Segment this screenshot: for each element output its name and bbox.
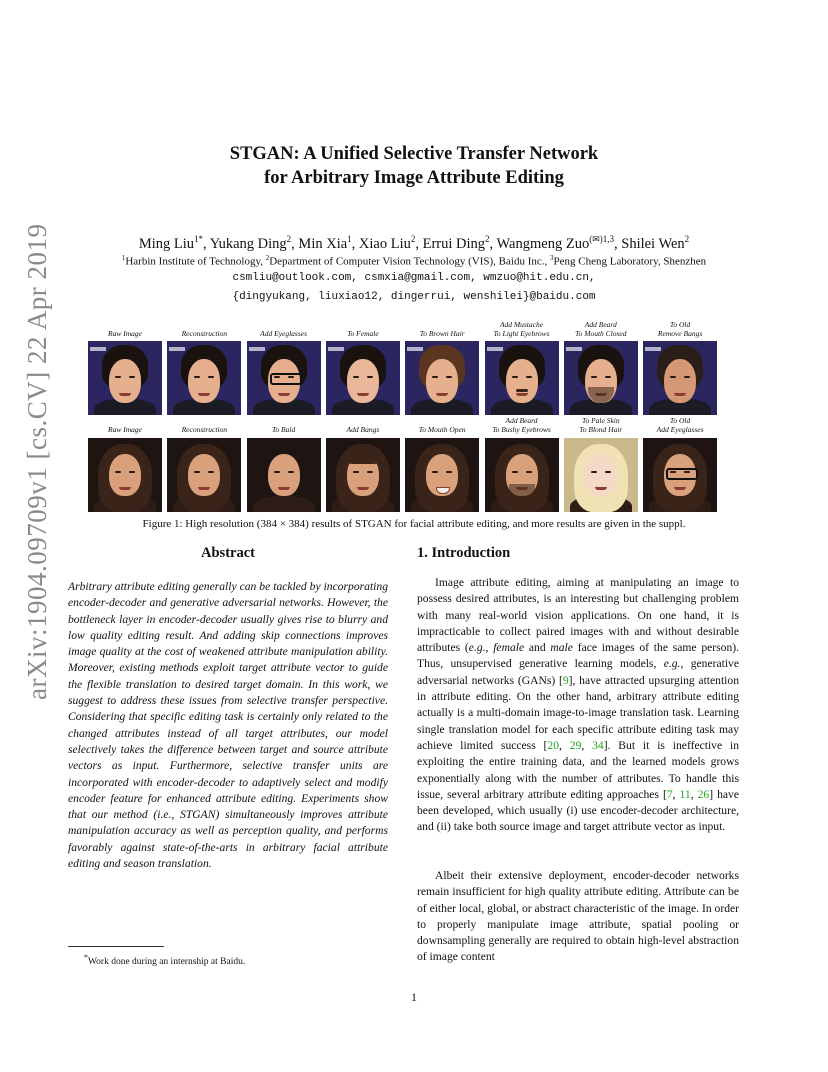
attribute-caption-line: To Mouth Open (418, 425, 466, 434)
mouth-shape (278, 487, 290, 490)
face-thumbnail (326, 438, 400, 512)
author-name: Min Xia (298, 235, 348, 252)
title-line-2: for Arbitrary Image Attribute Editing (264, 168, 564, 188)
attribute-caption-line: Add Bangs (346, 425, 380, 434)
eye-shape (605, 376, 611, 378)
author-name: Ming Liu (138, 235, 195, 252)
face-skin-shape (109, 359, 141, 403)
bangs-shape (346, 452, 380, 464)
backdrop-text-icon (645, 347, 661, 351)
attribute-caption (239, 329, 329, 338)
face-thumbnail (247, 341, 321, 415)
figure-caption: Figure 1: High resolution (384 × 384) results of STGAN for facial attribute editing, and more results are given in the suppl. (142, 518, 686, 530)
eye-shape (115, 471, 121, 473)
attribute-caption-line: Add Eyeglasses (260, 329, 308, 338)
eye-shape (526, 376, 532, 378)
eye-shape (512, 376, 518, 378)
arxiv-identifier: arXiv:1904.09709v1 [cs.CV] 22 Apr 2019 (22, 223, 52, 700)
eye-shape (288, 471, 294, 473)
attribute-caption-line: To Light Eyebrows (493, 329, 550, 338)
attribute-caption (80, 425, 170, 434)
face-thumbnail (564, 438, 638, 512)
backdrop-text-icon (249, 347, 265, 351)
mouth-shape (674, 393, 686, 396)
shoulders-shape (253, 496, 315, 512)
mouth-shape (278, 393, 290, 396)
abstract-heading: Abstract (201, 545, 255, 561)
attribute-caption-line: Reconstruction (181, 329, 227, 338)
author-name: Errui Ding (422, 235, 486, 252)
eye-shape (129, 376, 135, 378)
attribute-caption (159, 329, 249, 338)
attribute-caption-line: Add Beard (584, 320, 617, 329)
author-superscript: 2 (286, 234, 292, 244)
text-run: , (690, 787, 698, 801)
footnote-text: Work done during an internship at Baidu. (87, 957, 246, 968)
text-run: Image attribute editing, aiming at manipulating an image to possess desired attributes, is an interesting but challenging problem with many real-world vision applications. On one hand, it is impracticable to collect paired images with and without desirable attributes ( (417, 576, 739, 655)
attribute-caption-line: Add Mustache (499, 320, 544, 329)
face-thumbnail (326, 341, 400, 415)
attribute-caption-line: To Female (347, 329, 379, 338)
face-thumbnail (643, 438, 717, 512)
attribute-caption (239, 425, 329, 434)
author-superscript: 1 (347, 234, 352, 244)
paper-title (100, 142, 728, 190)
attribute-caption (477, 320, 567, 338)
attribute-caption-line: To Mouth Closed (575, 329, 627, 338)
mustache-shape (516, 389, 528, 392)
author-superscript: 2 (485, 234, 490, 244)
backdrop-text-icon (407, 347, 423, 351)
backdrop-text-icon (487, 347, 503, 351)
eye-shape (526, 471, 532, 473)
face-thumbnail (405, 438, 479, 512)
affiliation-superscript: 2 (265, 254, 270, 262)
mouth-shape (674, 487, 686, 490)
attribute-caption-line: Reconstruction (181, 425, 227, 434)
eye-shape (274, 471, 280, 473)
footnote-mark: * (84, 953, 88, 962)
face-skin-shape (426, 359, 458, 403)
face-thumbnail (485, 438, 559, 512)
eye-shape (591, 376, 597, 378)
author-superscript: 2 (684, 234, 690, 244)
attribute-caption-line: To Blond Hair (579, 425, 623, 434)
attribute-caption (556, 416, 646, 434)
face-skin-shape (664, 359, 696, 403)
text-run: and (524, 641, 551, 655)
eye-shape (367, 471, 373, 473)
citation-link: 20 (547, 738, 560, 752)
face-thumbnail (643, 341, 717, 415)
affiliation-superscript: 1 (121, 254, 126, 262)
mouth-shape (436, 393, 448, 396)
eye-shape (670, 376, 676, 378)
citation-link: 11 (679, 787, 691, 801)
text-run: , generative adversarial networks (GANs) [ (417, 657, 739, 687)
mouth-shape (516, 393, 528, 396)
italic-term: e.g. (468, 641, 486, 655)
affiliation-text: Department of Computer Vision Technology (VIS), Baidu Inc., (269, 255, 550, 268)
attribute-caption-line: To Brown Hair (419, 329, 465, 338)
footnote-rule (68, 946, 164, 947)
author-list: Ming Liu$^{1*}$, Yukang Ding$^2$, Min Xia$^1$, Xiao Liu$^2$, Errui Ding$^2$, Wangmeng Zuo$^{(✉)1,3}$, Shilei Wen$^2$ (138, 234, 690, 252)
eye-shape (115, 376, 121, 378)
backdrop-text-icon (90, 347, 106, 351)
affiliation-text: Peng Cheng Laboratory, Shenzhen (553, 255, 707, 268)
abstract-text: Arbitrary attribute editing generally can be tackled by incorporating encoder-decoder and generative adversarial networks. However, the bottleneck layer in encoder-decoder usually gives rise to blurry and low quality editing result. And adding skip connections improves image quality at the cost of weakened attribute manipulation ability. Moreover, existing methods exploit target attribute vector to guide the flexible translation to desired target domain. In this work, we suggest to address these issues from selective transfer perspective. Considering that specific editing task is certainly only related to the changed attributes instead of all target attributes, our model selectively takes the difference between target and source attribute vectors as input. Furthermore, selective transfer units are incorporated with encoder-decoder to adaptively select and modify encoder feature for enhanced attribute editing. Experiments show that our method (i.e., STGAN) simultaneously improves attribute manipulation accuracy as well as perception quality, and performs favorably against state-of-the-arts in arbitrary facial attribute editing and season translation. (68, 580, 388, 871)
text-run: , (559, 738, 570, 752)
eye-shape (367, 376, 373, 378)
eye-shape (353, 376, 359, 378)
attribute-caption (318, 329, 408, 338)
attribute-caption-line: Remove Bangs (657, 329, 703, 338)
mouth-shape (198, 393, 210, 396)
face-thumbnail (88, 438, 162, 512)
text-run: ] have been developed, which usually (i) use encoder-decoder architecture, and (ii) take both source image and target attribute vector as input. (417, 787, 739, 834)
italic-term: female (493, 641, 525, 655)
face-skin-shape (188, 359, 220, 403)
eyeglasses-icon (270, 373, 302, 385)
eye-shape (512, 471, 518, 473)
eye-shape (446, 376, 452, 378)
mouth-shape (357, 393, 369, 396)
author-superscript: 2 (410, 234, 416, 244)
face-thumbnail (247, 438, 321, 512)
eye-shape (605, 471, 611, 473)
citation-link: 9 (562, 673, 569, 687)
eye-shape (129, 471, 135, 473)
eye-shape (208, 376, 214, 378)
attribute-caption-line: To Pale Skin (581, 416, 620, 425)
face-skin-shape (347, 359, 379, 403)
eye-shape (432, 471, 438, 473)
mouth-shape (119, 393, 131, 396)
attribute-caption (635, 416, 725, 434)
author-name: Wangmeng Zuo (496, 235, 590, 252)
face-thumbnail (564, 341, 638, 415)
face-thumbnail (485, 341, 559, 415)
title-line-1: STGAN: A Unified Selective Transfer Network (229, 144, 599, 164)
attribute-caption (397, 425, 487, 434)
attribute-caption (318, 425, 408, 434)
author-superscript: 1* (194, 234, 204, 244)
backdrop-text-icon (169, 347, 185, 351)
eye-shape (353, 471, 359, 473)
eye-shape (446, 471, 452, 473)
attribute-caption (159, 425, 249, 434)
attribute-caption (80, 329, 170, 338)
face-skin-shape (506, 359, 538, 403)
page-number: 1 (411, 990, 417, 1004)
introduction-paragraph-1 (417, 575, 739, 836)
text-run: , (672, 787, 680, 801)
eye-shape (591, 471, 597, 473)
mouth-shape (119, 487, 131, 490)
attribute-caption (477, 416, 567, 434)
attribute-caption-line: To Bald (271, 425, 296, 434)
attribute-caption-line: Add Beard (505, 416, 538, 425)
citation-link: 34 (592, 738, 604, 752)
citation-link: 7 (666, 787, 673, 801)
eye-shape (208, 471, 214, 473)
mouth-shape (595, 487, 607, 490)
affiliation-superscript: 3 (550, 254, 554, 262)
eye-shape (194, 376, 200, 378)
eye-shape (432, 376, 438, 378)
attribute-caption (635, 320, 725, 338)
affiliation-list (60, 251, 768, 269)
introduction-heading: 1. Introduction (417, 545, 511, 561)
text-run: ]. But it is ineffective in exploiting the entire training data, and the learned models grows exponentially along with the number of attributes. To handle this issue, several arbitrary attribute editing approaches [ (417, 738, 739, 801)
face-thumbnail (167, 341, 241, 415)
attribute-caption-line: Add Eyeglasses (656, 425, 704, 434)
author-name: Shilei Wen (621, 235, 685, 252)
author-superscript: (✉)1,3 (589, 234, 614, 244)
face-thumbnail (88, 341, 162, 415)
mouth-shape (198, 487, 210, 490)
attribute-caption-line: Raw Image (108, 329, 142, 338)
backdrop-text-icon (328, 347, 344, 351)
italic-term: male (550, 641, 573, 655)
eye-shape (684, 376, 690, 378)
backdrop-text-icon (566, 347, 582, 351)
text-run: face images of the same person). Thus, unsupervised generative learning models, (417, 641, 739, 671)
citation-link: 26 (697, 787, 710, 801)
eyeglasses-icon (666, 468, 698, 480)
attribute-caption-line: Raw Image (108, 425, 142, 434)
footnote (84, 952, 245, 968)
face-thumbnail (167, 438, 241, 512)
text-run: , (485, 641, 494, 655)
email-line-2: {dingyukang, liuxiao12, dingerrui, wenshilei}@baidu.com (232, 291, 596, 303)
attribute-caption (397, 329, 487, 338)
attribute-caption-line: To Bushy Eyebrows (492, 425, 551, 434)
text-run: , (581, 738, 593, 752)
affiliation-text: Harbin Institute of Technology, (125, 255, 266, 268)
text-run: ], have attracted upsurging attention in attribute editing. On the other hand, arbitrary attribute editing actually is a multi-domain image-to-image translation task. Learning single translation model for each specific attribute editing task may achieve limited success [ (417, 673, 739, 752)
attribute-caption-line: To Old (669, 416, 691, 425)
italic-term: e.g. (663, 657, 681, 671)
citation-link: 29 (569, 738, 582, 752)
mouth-shape (357, 487, 369, 490)
introduction-paragraph-2: Albeit their extensive deployment, encoder-decoder networks remain insufficient for high quality attribute editing. Attribute can be of either local, global, or abstract characteristic of the image. In order to properly manipulate image attribute, spatial pooling or downsampling generally are required to obtain high-level abstraction of image content (417, 869, 739, 964)
attribute-caption (556, 320, 646, 338)
face-thumbnail (405, 341, 479, 415)
email-line-1: csmliu@outlook.com, csmxia@gmail.com, wmzuo@hit.edu.cn, (232, 272, 596, 284)
author-name: Xiao Liu (358, 235, 411, 252)
author-name: Yukang Ding (209, 235, 287, 252)
eye-shape (194, 471, 200, 473)
attribute-caption-line: To Old (669, 320, 691, 329)
